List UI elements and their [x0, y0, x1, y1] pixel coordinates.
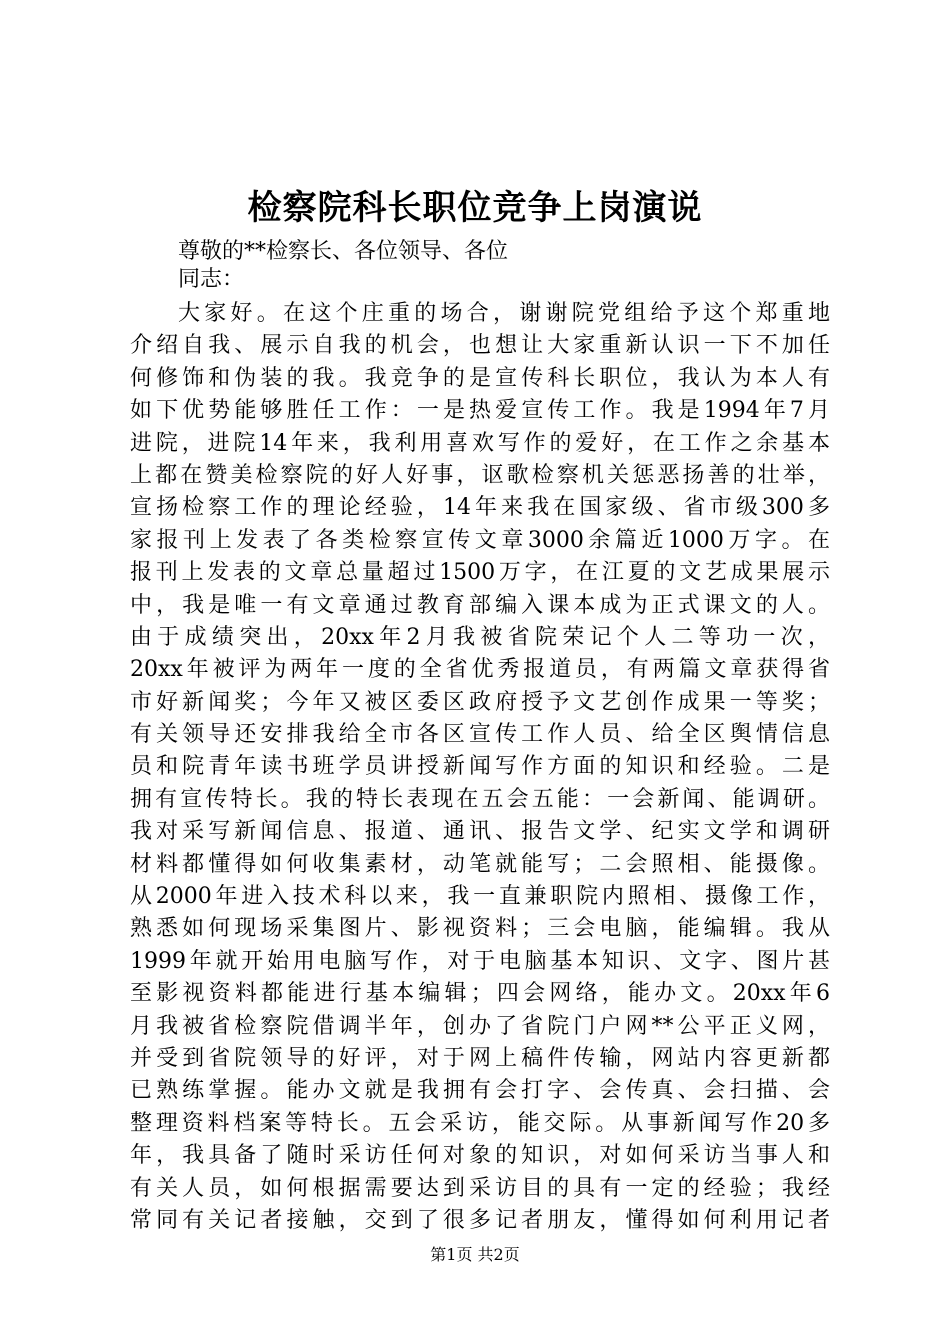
document-title: 检察院科长职位竞争上岗演说 — [247, 188, 703, 228]
body-line: 熟悉如何现场采集图片、影视资料；三会电脑，能编辑。我从 — [130, 916, 830, 942]
body-line: 常同有关记者接触，交到了很多记者朋友，懂得如何利用记者 — [130, 1207, 830, 1233]
body-line: 已熟练掌握。能办文就是我拥有会打字、会传真、会扫描、会 — [130, 1078, 830, 1104]
body-line: 由于成绩突出，20xx年2月我被省院荣记个人二等功一次， — [130, 624, 830, 650]
salutation — [178, 238, 598, 294]
body-line: 材料都懂得如何收集素材，动笔就能写；二会照相、能摄像。 — [130, 851, 830, 877]
body-text — [130, 298, 830, 1237]
body-line: 有关人员，如何根据需要达到采访目的具有一定的经验；我经 — [130, 1175, 830, 1201]
body-line: 进院，进院14年来，我利用喜欢写作的爱好，在工作之余基本 — [130, 430, 830, 456]
body-line: 市好新闻奖；今年又被区委区政府授予文艺创作成果一等奖； — [130, 689, 830, 715]
body-line: 宣扬检察工作的理论经验，14年来我在国家级、省市级300多 — [130, 495, 830, 521]
body-line: 至影视资料都能进行基本编辑；四会网络，能办文。20xx年6 — [130, 981, 830, 1007]
body-line: 中，我是唯一有文章通过教育部编入课本成为正式课文的人。 — [130, 592, 830, 618]
body-line: 介绍自我、展示自我的机会，也想让大家重新认识一下不加任 — [130, 333, 830, 359]
body-line: 家报刊上发表了各类检察宣传文章3000余篇近1000万字。在 — [130, 527, 830, 553]
body-line: 并受到省院领导的好评，对于网上稿件传输，网站内容更新都 — [130, 1045, 830, 1071]
body-line: 整理资料档案等特长。五会采访，能交际。从事新闻写作20多 — [130, 1110, 830, 1136]
salutation-line: 尊敬的**检察长、各位领导、各位 — [178, 239, 509, 264]
body-line: 有关领导还安排我给全市各区宣传工作人员、给全区舆情信息 — [130, 722, 830, 748]
body-line: 拥有宣传特长。我的特长表现在五会五能：一会新闻、能调研。 — [130, 786, 830, 812]
body-line: 何修饰和伪装的我。我竞争的是宣传科长职位，我认为本人有 — [130, 365, 830, 391]
body-line: 从2000年进入技术科以来，我一直兼职院内照相、摄像工作， — [130, 884, 830, 910]
body-line: 年，我具备了随时采访任何对象的知识，对如何采访当事人和 — [130, 1143, 830, 1169]
body-line: 如下优势能够胜任工作：一是热爱宣传工作。我是1994年7月 — [130, 398, 830, 424]
body-line: 月我被省检察院借调半年，创办了省院门户网**公平正义网， — [130, 1013, 830, 1039]
body-line: 20xx年被评为两年一度的全省优秀报道员，有两篇文章获得省 — [130, 657, 830, 683]
body-line: 1999年就开始用电脑写作，对于电脑基本知识、文字、图片甚 — [130, 948, 830, 974]
body-line: 报刊上发表的文章总量超过1500万字，在江夏的文艺成果展示 — [130, 560, 830, 586]
page-number-footer: 第1页 共2页 — [430, 1245, 520, 1264]
body-line: 大家好。在这个庄重的场合，谢谢院党组给予这个郑重地 — [178, 301, 830, 326]
body-line: 上都在赞美检察院的好人好事，讴歌检察机关惩恶扬善的壮举， — [130, 462, 830, 488]
salutation-line: 同志： — [178, 267, 245, 292]
body-line: 我对采写新闻信息、报道、通讯、报告文学、纪实文学和调研 — [130, 819, 830, 845]
body-line: 员和院青年读书班学员讲授新闻写作方面的知识和经验。二是 — [130, 754, 830, 780]
